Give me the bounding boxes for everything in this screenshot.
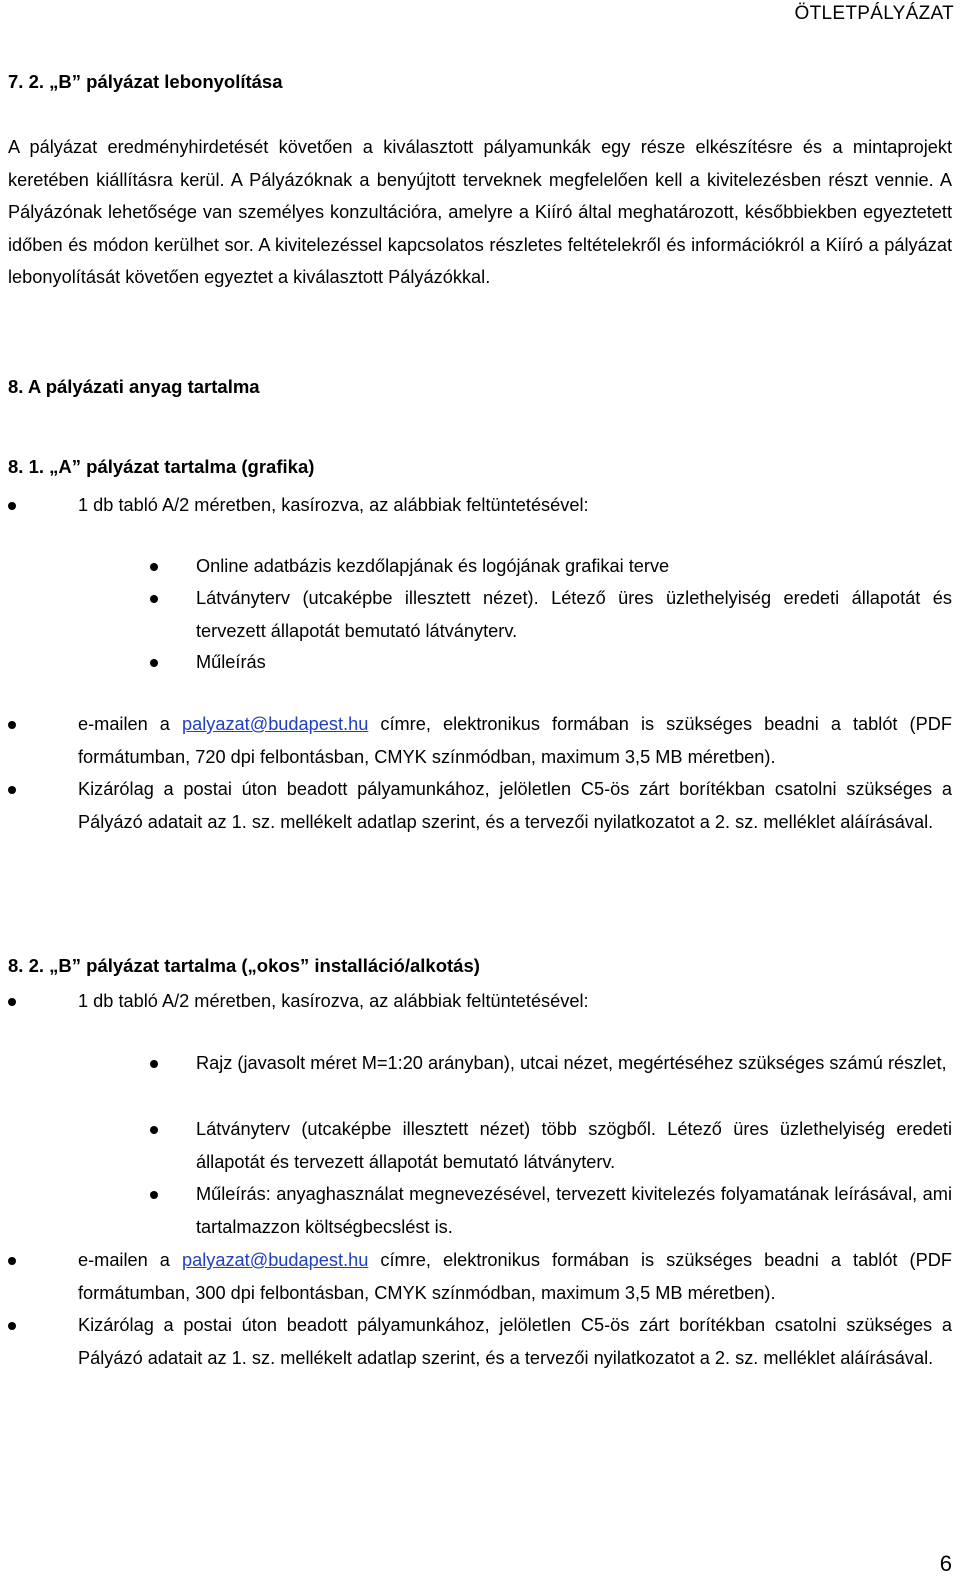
bullet-icon (8, 721, 16, 729)
bullet-icon (8, 1322, 16, 1330)
list-item-text (78, 1244, 952, 1309)
bullet-icon (8, 998, 16, 1006)
section-heading-8-1: 8. 1. „A” pályázat tartalma (grafika) (8, 456, 315, 477)
page-number: 6 (939, 1551, 952, 1576)
sub-list-item (150, 646, 952, 679)
sub-list-item-text: Műleírás: anyaghasználat megnevezésével, tervezett kivitelezés folyamatának leírásával, ami tartalmazzon költségbecslést is. (196, 1184, 952, 1237)
section-heading-7-2: 7. 2. „B” pályázat lebonyolítása (8, 71, 283, 92)
bullet-icon (150, 563, 158, 571)
list-item (8, 773, 952, 871)
sub-list-item-text: Műleírás (196, 652, 266, 672)
sub-list-item-text: Rajz (javasolt méret M=1:20 arányban), utcai nézet, megértéséhez szükséges számú részlet, (196, 1053, 947, 1073)
sub-list-item (150, 1113, 952, 1178)
list-item (8, 1244, 952, 1309)
list-item-text: 1 db tabló A/2 méretben, kasírozva, az alábbiak feltüntetésével: (78, 495, 589, 515)
bullet-icon (150, 595, 158, 603)
list-item (8, 489, 952, 522)
list-item (8, 985, 952, 1018)
section-7-2-paragraph: A pályázat eredményhirdetését követően a kiválasztott pályamunkák egy része elkészítésre és a mintaprojekt keretében kiállításra kerül. A Pályázóknak a benyújtott terveknek megfelelően kell a kivitelezésben részt vennie. A Pályázónak lehetősége van személyes konzultációra, amelyre a Kiíró által meghatározott, későbbiekben egyeztetett időben és módon kerülhet sor. A kivitelezéssel kapcsolatos részletes feltételekről és információkról a Kiíró a pályázat lebonyolítását követően egyeztet a kiválasztott Pályázókkal. (8, 137, 952, 287)
list-item-text: Kizárólag a postai úton beadott pályamunkához, jelöletlen C5-ös zárt borítékban csatolni szükséges a Pályázó adatait az 1. sz. mellékelt adatlap szerint, és a tervezői nyilatkozatot a 2. sz. melléklet aláírásával. (78, 1315, 952, 1368)
bullet-icon (150, 1060, 158, 1068)
section-heading-8: 8. A pályázati anyag tartalma (8, 376, 260, 397)
list-item (8, 1309, 952, 1407)
list-item-text: 1 db tabló A/2 méretben, kasírozva, az alábbiak feltüntetésével: (78, 991, 589, 1011)
page-header-title: ÖTLETPÁLYÁZAT (794, 3, 954, 24)
sub-list-item (150, 1178, 952, 1243)
email-prefix: e-mailen a (78, 714, 182, 734)
bullet-icon (150, 1126, 158, 1134)
bullet-icon (8, 1257, 16, 1265)
sub-list-item-text: Online adatbázis kezdőlapjának és logójának grafikai terve (196, 556, 670, 576)
list-item-text: Kizárólag a postai úton beadott pályamunkához, jelöletlen C5-ös zárt borítékban csatolni szükséges a Pályázó adatait az 1. sz. mellékelt adatlap szerint, és a tervezői nyilatkozatot a 2. sz. melléklet aláírásával. (78, 779, 952, 832)
email-link[interactable]: palyazat@budapest.hu (181, 1250, 369, 1270)
bullet-icon (150, 1191, 158, 1199)
sub-list-item-text: Látványterv (utcaképbe illesztett nézet). Létező üres üzlethelyiség eredeti állapotát és tervezett állapotát bemutató látványterv. (196, 588, 952, 641)
email-suffix: címre, elektronikus formában is szükséges beadni a tablót (PDF formátumban, 720 dpi felbontásban, CMYK színmódban, maximum 3,5 MB méretben). (78, 714, 952, 767)
email-link[interactable]: palyazat@budapest.hu (181, 714, 369, 734)
section-heading-8-2: 8. 2. „B” pályázat tartalma („okos” installáció/alkotás) (8, 955, 480, 976)
list-item-text (78, 708, 952, 773)
sub-list-item (150, 582, 952, 647)
sub-list-item (150, 550, 952, 583)
email-suffix: címre, elektronikus formában is szükséges beadni a tablót (PDF formátumban, 300 dpi felbontásban, CMYK színmódban, maximum 3,5 MB méretben). (78, 1250, 952, 1303)
sub-list-item (150, 1047, 952, 1112)
sub-list-item-text: Látványterv (utcaképbe illesztett nézet) több szögből. Létező üres üzlethelyiség eredeti állapotát és tervezett állapotát bemutató látványterv. (196, 1119, 952, 1172)
bullet-icon (150, 659, 158, 667)
list-item (8, 708, 952, 773)
bullet-icon (8, 786, 16, 794)
bullet-icon (8, 502, 16, 510)
email-prefix: e-mailen a (78, 1250, 182, 1270)
